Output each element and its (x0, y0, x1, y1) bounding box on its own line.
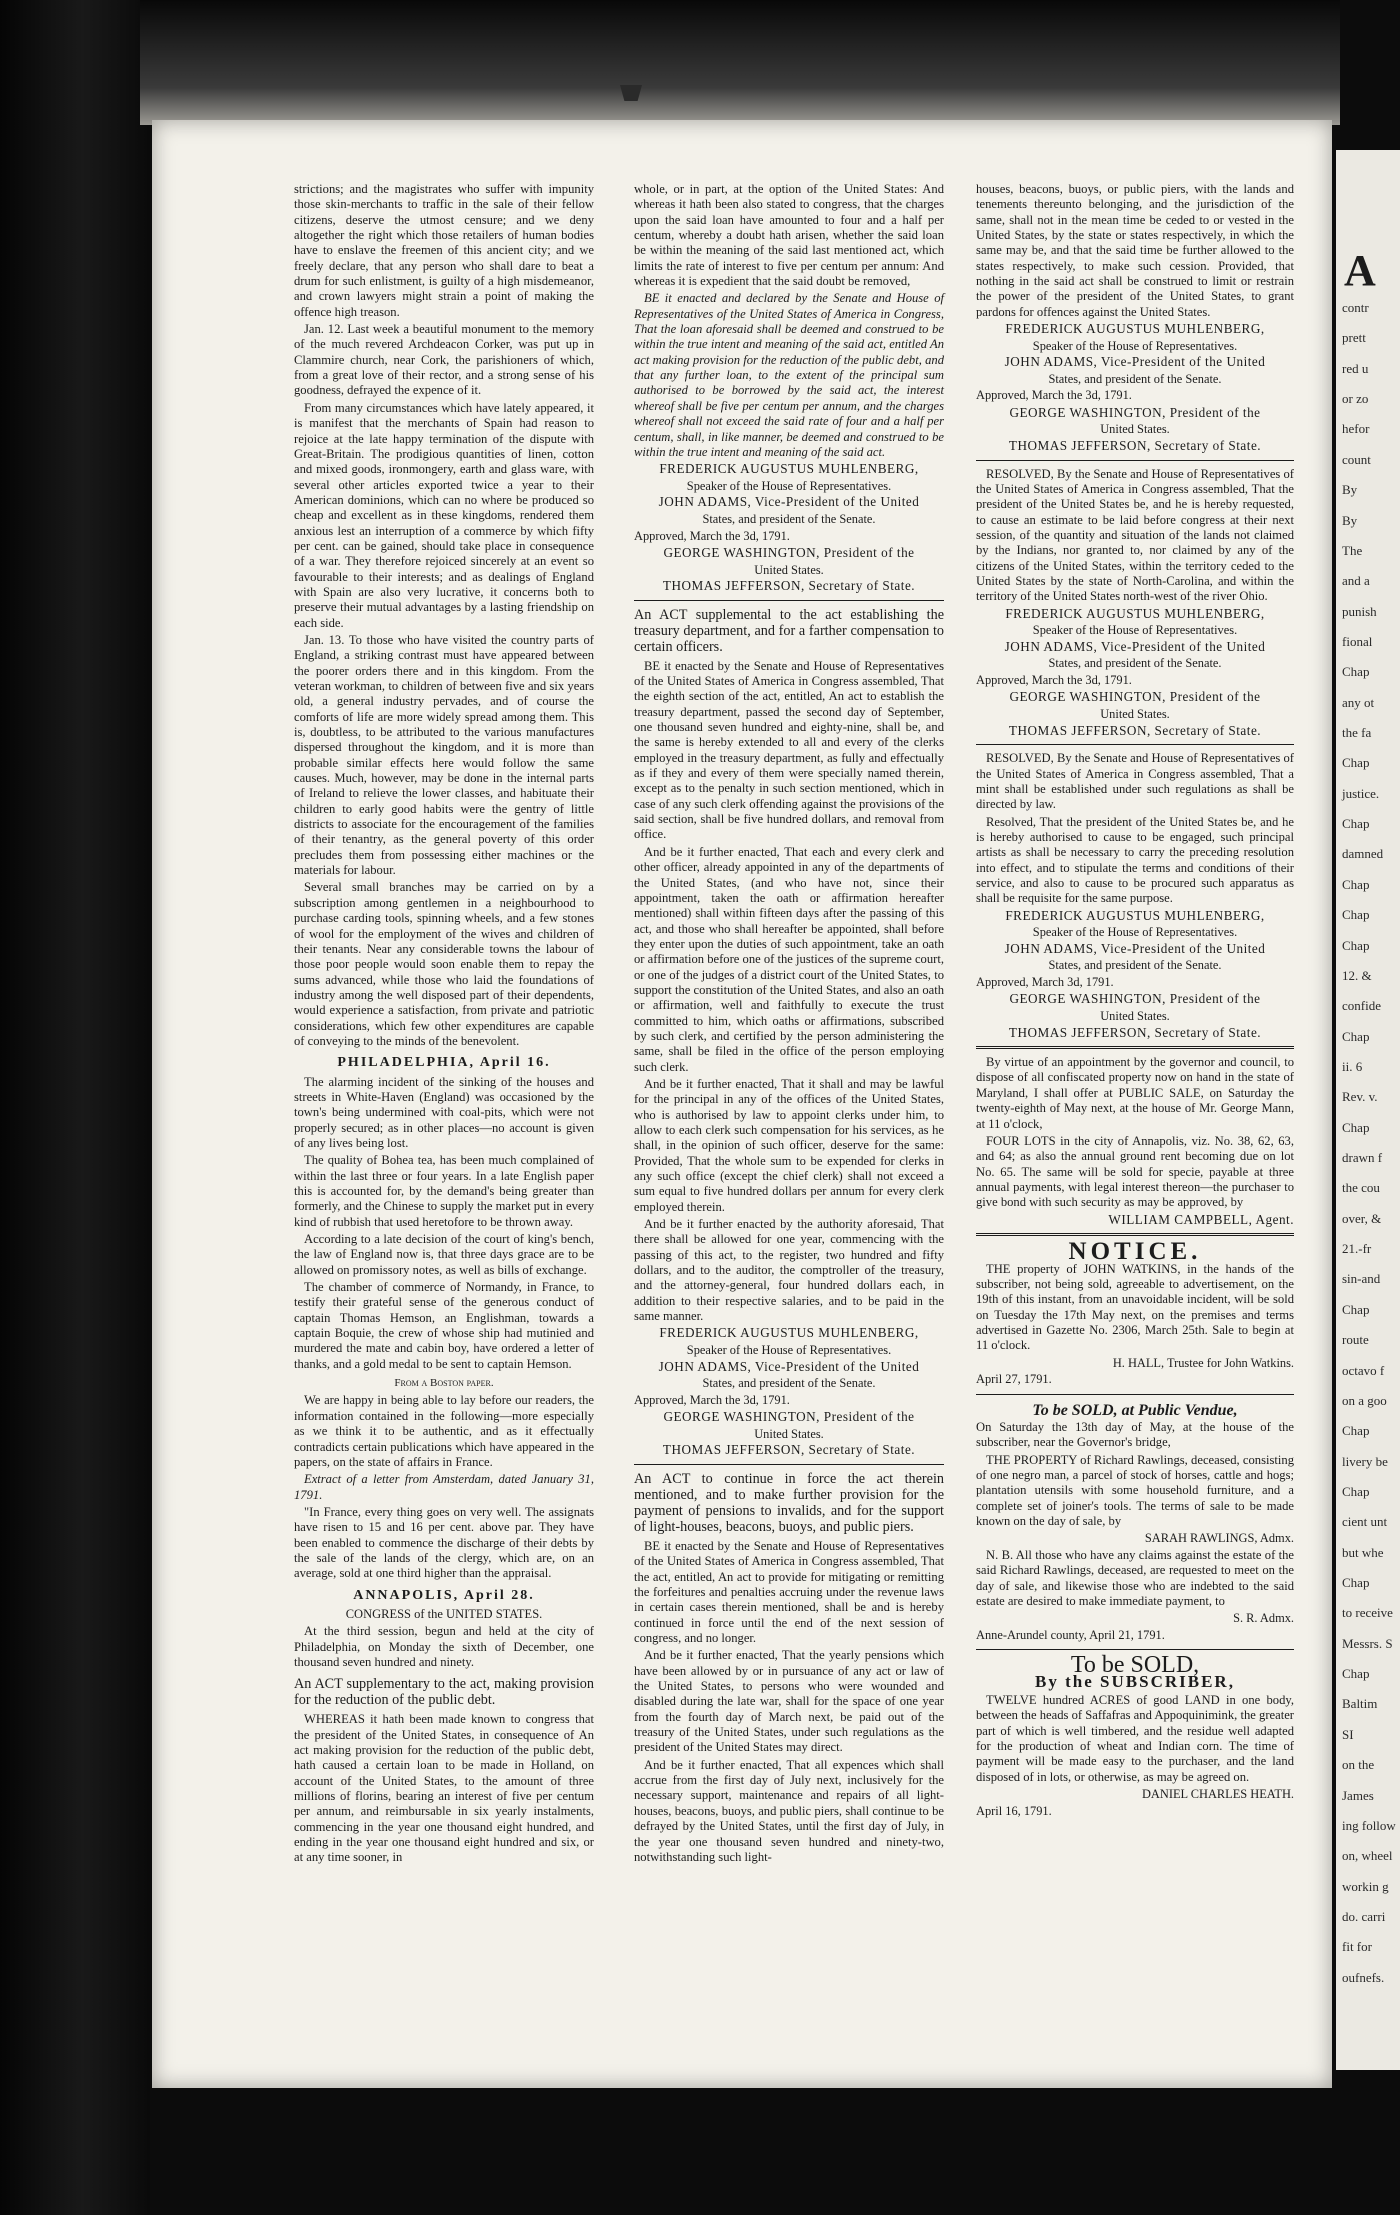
adjacent-page-line: Baltim (1342, 1696, 1378, 1712)
adjacent-page-line: Chap (1342, 755, 1370, 771)
signature-washington: GEORGE WASHINGTON, President of the (1009, 689, 1261, 705)
adjacent-page-line: drawn f (1342, 1150, 1383, 1165)
adjacent-page-line: fit for (1342, 1939, 1372, 1955)
signature-title: States, and president of the Senate. (1048, 958, 1222, 973)
adjacent-page-line: livery be (1342, 1453, 1388, 1469)
signature-jefferson: THOMAS JEFFERSON, Secretary of State. (1008, 1024, 1262, 1040)
vendue-heading: To be SOLD, at Public Vendue, (1032, 1401, 1238, 1419)
adjacent-page-line: workin g (1342, 1878, 1389, 1894)
adjacent-page-line: Chap (1342, 937, 1370, 953)
article-paragraph: WHEREAS it hath been made known to congress that the president of the United States, in consequence of An act making provision for the reduction of the public debt, hath caused a certain loan to be made in Holland, on account of the United States, to the amount of three millions of florins, bearing an interest of five per centum per annum, and reimbursable in six yearly instalments, commencing in the year one thousand eight hundred, and ending in the year one thousand eight hundred and six, or at any time sooner, in (294, 1712, 594, 1865)
advertisement: THE property of JOHN WATKINS, in the hands of the subscriber, not being sold, agreeable to advertisement, on the 19th of this instant, from an unavoidable incident, will be sold on Tuesday the 17th May next, on the premises and terms advertised in Gazette No. 2306, March 25th. Sale to begin at 11 o'clock. (976, 1261, 1294, 1353)
newspaper-page (152, 120, 1332, 2088)
article-paragraph: At the third session, begun and held at the city of Philadelphia, on Monday the sixth of December, one thousand seven hundred and ninety. (294, 1624, 594, 1669)
adjacent-page-line: James (1342, 1787, 1374, 1803)
approval-date: Approved, March the 3d, 1791. (634, 528, 790, 543)
adjacent-page-line: ii. 6 (1342, 1058, 1363, 1074)
signature-washington: GEORGE WASHINGTON, President of the (1009, 991, 1261, 1007)
adjacent-page-line: justice. (1342, 785, 1380, 801)
divider (976, 460, 1294, 461)
act-title: An ACT supplemental to the act establishing the treasury department, and for a farther compensation to certain officers. (634, 606, 944, 655)
signature-washington: GEORGE WASHINGTON, President of the (1009, 404, 1261, 420)
adjacent-page-line: The (1342, 542, 1363, 558)
adjacent-page-line: the cou (1342, 1180, 1380, 1196)
article-paragraph: The alarming incident of the sinking of the houses and streets in White-Haven (England) was occasioned by the town's being undermined with coal-pits, which were not properly secured; as in other places—no account is given of any lives being lost. (294, 1074, 594, 1150)
article-paragraph: And be it further enacted by the authority aforesaid, That there shall be allowed for one year, commencing with the passing of this act, to the register, two hundred and fifty dollars, and to the auditor, the comptroller of the treasury, and the attorney-general, four hundred dollars each, in addition to their respective salaries, and to be paid in the same manner. (634, 1217, 944, 1324)
adjacent-page-line: Chap (1342, 1301, 1370, 1317)
signature-title: United States. (1100, 1008, 1170, 1023)
advertisement: THE PROPERTY of Richard Rawlings, deceased, consisting of one negro man, a parcel of stock of horses, cattle and hogs; plantation utensils with some household furniture, and a complete set of joiner's tools. The terms of sale to be made known on the day of sale, by (976, 1452, 1294, 1528)
adjacent-page-line: Rev. v. (1342, 1089, 1378, 1105)
resolution: RESOLVED, By the Senate and House of Representatives of the United States of America in Congress assembled, That a mint shall be established under such regulations as shall be directed by law. (976, 751, 1294, 812)
ad-date: April 16, 1791. (976, 1803, 1052, 1818)
adjacent-page-line: hefor (1342, 421, 1370, 437)
adjacent-page-line: over, & (1342, 1210, 1382, 1226)
adjacent-page-line: Chap (1342, 1483, 1370, 1499)
adjacent-page-line: but whe (1342, 1544, 1384, 1560)
adjacent-page-line: By (1342, 512, 1358, 528)
adjacent-page-line: Chap (1342, 1423, 1370, 1439)
signature-title: United States. (1100, 422, 1170, 437)
approval-date: Approved, March the 3d, 1791. (976, 673, 1132, 688)
signature-muhlenberg: FREDERICK AUGUSTUS MUHLENBERG, (1005, 605, 1265, 621)
adjacent-page-line: sin-and (1342, 1271, 1381, 1287)
article-paragraph: The quality of Bohea tea, has been much complained of within the last three or four years. In a late English paper this is accounted for, by the demand's being greater than formerly, and the Chinese to supply the market put in every kind of rubbish that used heretofore to be thrown away. (294, 1153, 594, 1229)
adjacent-page-line: confide (1342, 998, 1381, 1014)
signature-jefferson: THOMAS JEFFERSON, Secretary of State. (662, 578, 916, 594)
act-enactment: BE it enacted and declared by the Senate and House of Representatives of the United States of America in Congress, That the loan aforesaid shall be deemed and construed to be within the true intent and meaning of the said act, entitled An act making provision for the reduction of the public debt, and that any further loan, to the extent of the principal sum authorised to be borrowed by the said act, the interest whereof shall be five per centum per annum, and the charges whereof shall not exceed the said rate of four and a half per centum, shall, in like manner, be deemed and construed to be within the true intent and meaning of the said act. (634, 291, 944, 459)
adjacent-page-line: oufnefs. (1342, 1969, 1385, 1985)
adjacent-page-line: 12. & (1342, 967, 1372, 983)
adjacent-page-line: Chap (1342, 1119, 1370, 1135)
signature-sarah-rawlings: SARAH RAWLINGS, Admx. (1144, 1531, 1294, 1546)
article-paragraph: Several small branches may be carried on by a subscription among gentlemen in a neighbourhood to purchase carding tools, spinning wheels, and a few stones of wool for the employment of the wives and children of their tenants. Near any considerable towns the labour of those poor people would soon enable them to repay the sums advanced, while those who laid the foundations of industry among the well disposed part of their dependents, would experience a satisfaction, from private and patriotic considerations, which few other expenditures are capable of conveying to the minds of the benevolent. (294, 880, 594, 1048)
approval-date: Approved, March the 3d, 1791. (634, 1392, 790, 1407)
article-paragraph: And be it further enacted, That the yearly pensions which have been allowed by or in pursuance of any act or law of the United States, to persons who were wounded and disabled during the late war, shall for the space of one year from the fourth day of March next, be paid out of the treasury of the United States, under such regulations as the president of the United States may direct. (634, 1648, 944, 1755)
adjacent-page-line: on the (1342, 1757, 1375, 1773)
signature-jefferson: THOMAS JEFFERSON, Secretary of State. (662, 1442, 916, 1458)
adjacent-page-line: route (1342, 1332, 1369, 1348)
adjacent-page-line: prett (1342, 330, 1366, 346)
divider (634, 1464, 944, 1465)
source-caption: From a Boston paper. (394, 1377, 494, 1390)
resolution: RESOLVED, By the Senate and House of Representatives of the United States of America in Congress assembled, That the president of the United States be, and he is hereby requested, to cause an estimate to be laid before congress at their next session, of the quantity and situation of the lands not claimed by the Indians, nor granted to, nor claimed by any of the citizens of the United States, within the territory ceded to the United States by the state of North-Carolina, and within the territory of the United States north-west of the river Ohio. (976, 466, 1294, 604)
page-top-shadow (140, 0, 1340, 125)
signature-title: Speaker of the House of Representatives. (1032, 623, 1238, 638)
divider (976, 1046, 1294, 1049)
adjacent-page-line: SI (1342, 1726, 1354, 1742)
adjacent-page-line: and a (1342, 573, 1370, 589)
act-title: An ACT to continue in force the act therein mentioned, and to make further provision for the payment of pensions to invalids, and for the support of light-houses, beacons, buoys, and public piers. (634, 1470, 944, 1535)
ad-date: Anne-Arundel county, April 21, 1791. (976, 1627, 1165, 1642)
signature-title: States, and president of the Senate. (702, 1376, 876, 1391)
article-paragraph: And be it further enacted, That each and every clerk and other officer, already appointed in any of the departments of the United States, (and who have not, since their appointment, taken the oath or affirmation hereafter mentioned) shall within fifteen days after the passing of this act, and those who shall hereafter be appointed, shall before they enter upon the duties of such appointment, take an oath or affirmation before one of the justices of the supreme court, or one of the judges of a district court of the United States, to support the constitution of the United States, and also an oath or affirmation, well and faithfully to execute the trust committed to him, which oaths or affirmations, subscribed by such clerk, and certified by the person administering the same, shall be filed in the office of the person employing such clerk. (634, 844, 944, 1074)
adjacent-page-line: Chap (1342, 816, 1370, 832)
signature-adams: JOHN ADAMS, Vice-President of the United (658, 494, 920, 510)
adjacent-page-line: Messrs. S (1342, 1635, 1393, 1651)
adjacent-page-line: any ot (1342, 694, 1375, 710)
adjacent-page-line: do. carri (1342, 1908, 1386, 1924)
act-enactment: BE it enacted by the Senate and House of Representatives of the United States of America in Congress assembled, That the eighth section of the act, entitled, An act to establish the treasury department, passed the second day of September, one thousand seven hundred and eighty-nine, shall be, and the same is hereby extended to all and every of the clerks employed in the treasury department, as fully and effectually as if they and every of them were specially named therein, except as to the penalty in such section mentioned, which in case of any such clerk offending against the provisions of the said section, shall be five hundred dollars, and removal from office. (634, 658, 944, 842)
divider (976, 1394, 1294, 1395)
signature-title: Speaker of the House of Representatives. (1032, 925, 1238, 940)
article-paragraph: We are happy in being able to lay before our readers, the information contained in the following—more especially as we think it to be authentic, and as it effectually contradicts certain publications which have appeared in the papers, on the state of affairs in France. (294, 1393, 594, 1469)
signature-title: States, and president of the Senate. (1048, 656, 1222, 671)
signature-title: Speaker of the House of Representatives. (686, 1343, 892, 1358)
adjacent-page-line: Chap (1342, 907, 1370, 923)
signature-title: States, and president of the Senate. (702, 511, 876, 526)
advertisement: TWELVE hundred ACRES of good LAND in one body, between the heads of Saffafras and Appoquinimink, the greater part of which is well timbered, and the residue well adapted for the production of wheat and Indian corn. The time of payment will be made easy to the purchaser, and the land disposed of in lots, or otherwise, as may be agreed on. (976, 1692, 1294, 1784)
signature-jefferson: THOMAS JEFFERSON, Secretary of State. (1008, 722, 1262, 738)
adjacent-page-line: Chap (1342, 876, 1370, 892)
adjacent-page-line: Chap (1342, 664, 1370, 680)
signature-title: States, and president of the Senate. (1048, 371, 1222, 386)
divider (976, 744, 1294, 745)
adjacent-page-line: to receive (1342, 1605, 1393, 1621)
advertisement: On Saturday the 13th day of May, at the house of the subscriber, near the Governor's bridge, (976, 1419, 1294, 1450)
dateline-annapolis: ANNAPOLIS, April 28. (353, 1587, 535, 1603)
signature-heath: DANIEL CHARLES HEATH. (1141, 1786, 1294, 1801)
column-3 (976, 182, 1294, 1821)
signature-title: United States. (1100, 707, 1170, 721)
by-subscriber-heading: By the SUBSCRIBER, (1035, 1671, 1235, 1691)
to-be-sold-heading: To be SOLD, (1070, 1652, 1200, 1679)
signature-muhlenberg: FREDERICK AUGUSTUS MUHLENBERG, (1005, 907, 1265, 923)
book-binding-gutter (0, 0, 150, 2215)
adjacent-page-line: fional (1342, 633, 1373, 649)
signature-title: Speaker of the House of Representatives. (1032, 338, 1238, 353)
act-enactment: BE it enacted by the Senate and House of Representatives of the United States of America in Congress assembled, That the act, entitled, An act to provide for mitigating or remitting the forfeitures and penalties accruing under the revenue laws in certain cases therein mentioned, shall be and is hereby continued in force until the end of the next session of congress, and no longer. (634, 1538, 944, 1646)
signature-title: United States. (754, 562, 824, 577)
adjacent-page-line: punish (1342, 603, 1377, 619)
adjacent-page-line: on, wheel (1342, 1848, 1393, 1864)
signature-muhlenberg: FREDERICK AUGUSTUS MUHLENBERG, (659, 461, 919, 477)
adjacent-page-line: on a goo (1342, 1392, 1387, 1408)
adjacent-page-line: Chap (1342, 1028, 1370, 1044)
article-paragraph: According to a late decision of the court of king's bench, the law of England now is, that three days grace are to be allowed on promissory notes, as well as bills of exchange. (294, 1232, 594, 1277)
column-1 (294, 182, 594, 1868)
dateline-philadelphia: PHILADELPHIA, April 16. (337, 1055, 551, 1071)
adjacent-page-line: Chap (1342, 1575, 1370, 1590)
signature-adams: JOHN ADAMS, Vice-President of the United (658, 1358, 920, 1374)
article-paragraph: Jan. 12. Last week a beautiful monument to the memory of the much revered Archdeacon Corker, was put up in Clammire church, near Cork, the parishioners of which, from a great love of their rector, and a strong sense of his goodness, defrayed the expence of it. (294, 322, 594, 398)
article-paragraph: whole, or in part, at the option of the United States: And whereas it hath been also stated to congress, that the charges upon the said loan have amounted to four and a half per centum, whereby a doubt hath arisen, whether the said loan be within the meaning of the said last mentioned act, which limits the rate of interest to five per centum per annum: And whereas it is expedient that the said doubt be removed, (634, 182, 944, 289)
letter-extract-heading: Extract of a letter from Amsterdam, dated January 31, 1791. (294, 1472, 594, 1502)
signature-title: Speaker of the House of Representatives. (686, 478, 892, 493)
approval-date: Approved, March 3d, 1791. (976, 975, 1114, 989)
act-title: An ACT supplementary to the act, making provision for the reduction of the public debt. (294, 1676, 594, 1709)
divider (976, 1233, 1294, 1236)
notice-heading: NOTICE. (1068, 1238, 1202, 1266)
column-2 (634, 182, 944, 1867)
signature-washington: GEORGE WASHINGTON, President of the (663, 1409, 915, 1425)
advertisement: FOUR LOTS in the city of Annapolis, viz. No. 38, 62, 63, and 64; as also the annual ground rent becoming due on lot No. 65. The same will be sold for specie, payable at three annual payments, with legal interest thereon—the purchaser to give bond with such security as may be approved, by (976, 1133, 1294, 1210)
adjacent-page-line: the fa (1342, 725, 1372, 740)
signature-adams: JOHN ADAMS, Vice-President of the United (1004, 354, 1266, 370)
adjacent-page-line: red u (1342, 360, 1369, 376)
signature-washington: GEORGE WASHINGTON, President of the (663, 544, 915, 560)
signature-muhlenberg: FREDERICK AUGUSTUS MUHLENBERG, (1005, 321, 1265, 337)
adjacent-page-line: By (1342, 482, 1358, 498)
signature-jefferson: THOMAS JEFFERSON, Secretary of State. (1008, 438, 1262, 453)
adjacent-page-line: Chap (1342, 1666, 1370, 1682)
adjacent-page-line: cient unt (1342, 1514, 1388, 1530)
article-paragraph: "In France, every thing goes on very well. The assignats have risen to 15 and 16 per cent. above par. They have been enabled to commence the discharge of their debts by the sale of the lands of the clergy, which are, on an average, sold at one third higher than the appraisal. (294, 1504, 594, 1581)
advertisement: N. B. All those who have any claims against the estate of the said Richard Rawlings, deceased, are requested to meet on the day of sale, and likewise those who are indebted to the said estate are desired to make immediate payment, to (976, 1547, 1294, 1608)
ad-date: April 27, 1791. (976, 1372, 1052, 1387)
article-paragraph: houses, beacons, buoys, or public piers, with the lands and tenements thereunto belonging, and the jurisdiction of the same, shall not in the mean time be ceded to or vested in the United States, by the state or states respectively, in which the same may be, and that the said time be further allowed to the states respectively, to make such cession. Provided, that nothing in the said act shall be construed to limit or restrain the power of the president of the United States, to grant pardons for offences against the United States. (976, 182, 1294, 319)
adjacent-page-initial: A (1344, 246, 1376, 295)
adjacent-page-line: ing follow (1342, 1817, 1396, 1833)
signature-initials: S. R. Admx. (1233, 1611, 1294, 1626)
signature-adams: JOHN ADAMS, Vice-President of the United (1004, 638, 1266, 654)
adjacent-page-line: 21.-fr (1342, 1241, 1372, 1257)
divider (976, 1649, 1294, 1650)
signature-hall: H. HALL, Trustee for John Watkins. (1112, 1355, 1294, 1370)
adjacent-page-line: octavo f (1342, 1362, 1385, 1378)
signature-title: United States. (754, 1426, 824, 1441)
congress-heading: CONGRESS of the UNITED STATES. (345, 1606, 543, 1621)
article-paragraph: And be it further enacted, That all expences which shall accrue from the first day of July next, inclusively for the necessary support, maintenance and repairs of all light-houses, beacons, buoys, and public piers, shall continue to be defrayed by the United States, until the first day of July, in the year one thousand seven hundred and ninety-two, notwithstanding such light- (634, 1757, 944, 1864)
divider (634, 600, 944, 601)
adjacent-page-line: damned (1342, 846, 1384, 862)
article-paragraph: And be it further enacted, That it shall and may be lawful for the principal in any of the offices of the United States, who is authorised by law to appoint clerks under him, to allow to each clerk such compensation for his services, as he shall, in the opinion of such officer, deserve for the same: Provided, That the whole sum to be expended for clerks in any such office (except the chief clerk) shall not exceed a sum equal to five hundred dollars per annum for every clerk employed therein. (634, 1076, 944, 1214)
resolution: Resolved, That the president of the United States be, and he is hereby authorised to cause to be engaged, such principal artists as shall be necessary to carry the preceding resolution into effect, and to stipulate the terms and conditions of their service, and also to cause to be procured such apparatus as shall be requisite for the same purpose. (976, 814, 1294, 906)
advertisement: By virtue of an appointment by the governor and council, to dispose of all confiscated property now on hand in the state of Maryland, I shall offer at PUBLIC SALE, on Saturday the twenty-eighth of May next, at the house of Mr. George Mann, at 11 o'clock, (976, 1055, 1294, 1131)
signature-campbell: WILLIAM CAMPBELL, Agent. (1108, 1211, 1294, 1227)
signature-muhlenberg: FREDERICK AUGUSTUS MUHLENBERG, (659, 1325, 919, 1341)
approval-date: Approved, March the 3d, 1791. (976, 388, 1132, 403)
article-paragraph: From many circumstances which have lately appeared, it is manifest that the merchants of Spain had reason to rejoice at the late happy termination of the dispute with Great-Britain. The prodigious quantities of linen, cotton and mixed goods, ironmongery, earth and glass ware, with several other articles exported twice a year to their American dominions, which can no where be produced so cheap and excellent as in these kingdoms, rendered them anxious lest an interruption of a commerce by which fifty per cent. can be gained, should take place in consequence of a war. They therefore rejoiced sincerely at an event so favourable to their interests; and as dealings of England with Spain are also very lucrative, it concerns both to preserve their mutual advantages by a lasting friendship on each side. (294, 400, 594, 630)
adjacent-page-line: contr (1342, 300, 1369, 315)
adjacent-page-line: or zo (1342, 391, 1369, 407)
article-paragraph: strictions; and the magistrates who suffer with impunity those skin-merchants to traffic in the sale of their fellow citizens, deserve the utmost censure; and we deny altogether the right which those retailers of human bodies have to enslave the freemen of this ancient city; and we freely declare, that any person who shall dare to beat a drum for such enlistment, is guilty of a high misdemeanor, and crown lawyers might strain a point of making the offence high treason. (294, 182, 594, 319)
adjacent-page-edge (1336, 150, 1400, 2070)
signature-adams: JOHN ADAMS, Vice-President of the United (1004, 940, 1266, 956)
article-paragraph: Jan. 13. To those who have visited the country parts of England, a striking contrast must have appeared between the poorer orders there and in this kingdom. From the veteran workman, to children of between five and six years old, a general industry pervades, and of course the comforts of life are more widely spread among them. This is, doubtless, to be attributed to the various manufactures dispersed throughout the kingdom, and it is more than probable similar effects here would follow the same causes. Much, however, may be done in the internal parts of Ireland to relieve the lower classes, and habituate their children to early good habits were the gentry of little districts to associate for the encouragement of the families of their tenantry, as the general poverty of this order precludes them from possessing either machines or the materials for labour. (294, 632, 594, 878)
adjacent-page-line: count (1342, 451, 1371, 467)
article-paragraph: The chamber of commerce of Normandy, in France, to testify their grateful sense of the generous conduct of captain Thomas Hemson, an Englishman, towards a captain Boquie, the crew of whose ship had mutinied and murdered the mate and cabin boy, have ordered a letter of thanks, and a gold medal to be sent to captain Hemson. (294, 1280, 594, 1371)
